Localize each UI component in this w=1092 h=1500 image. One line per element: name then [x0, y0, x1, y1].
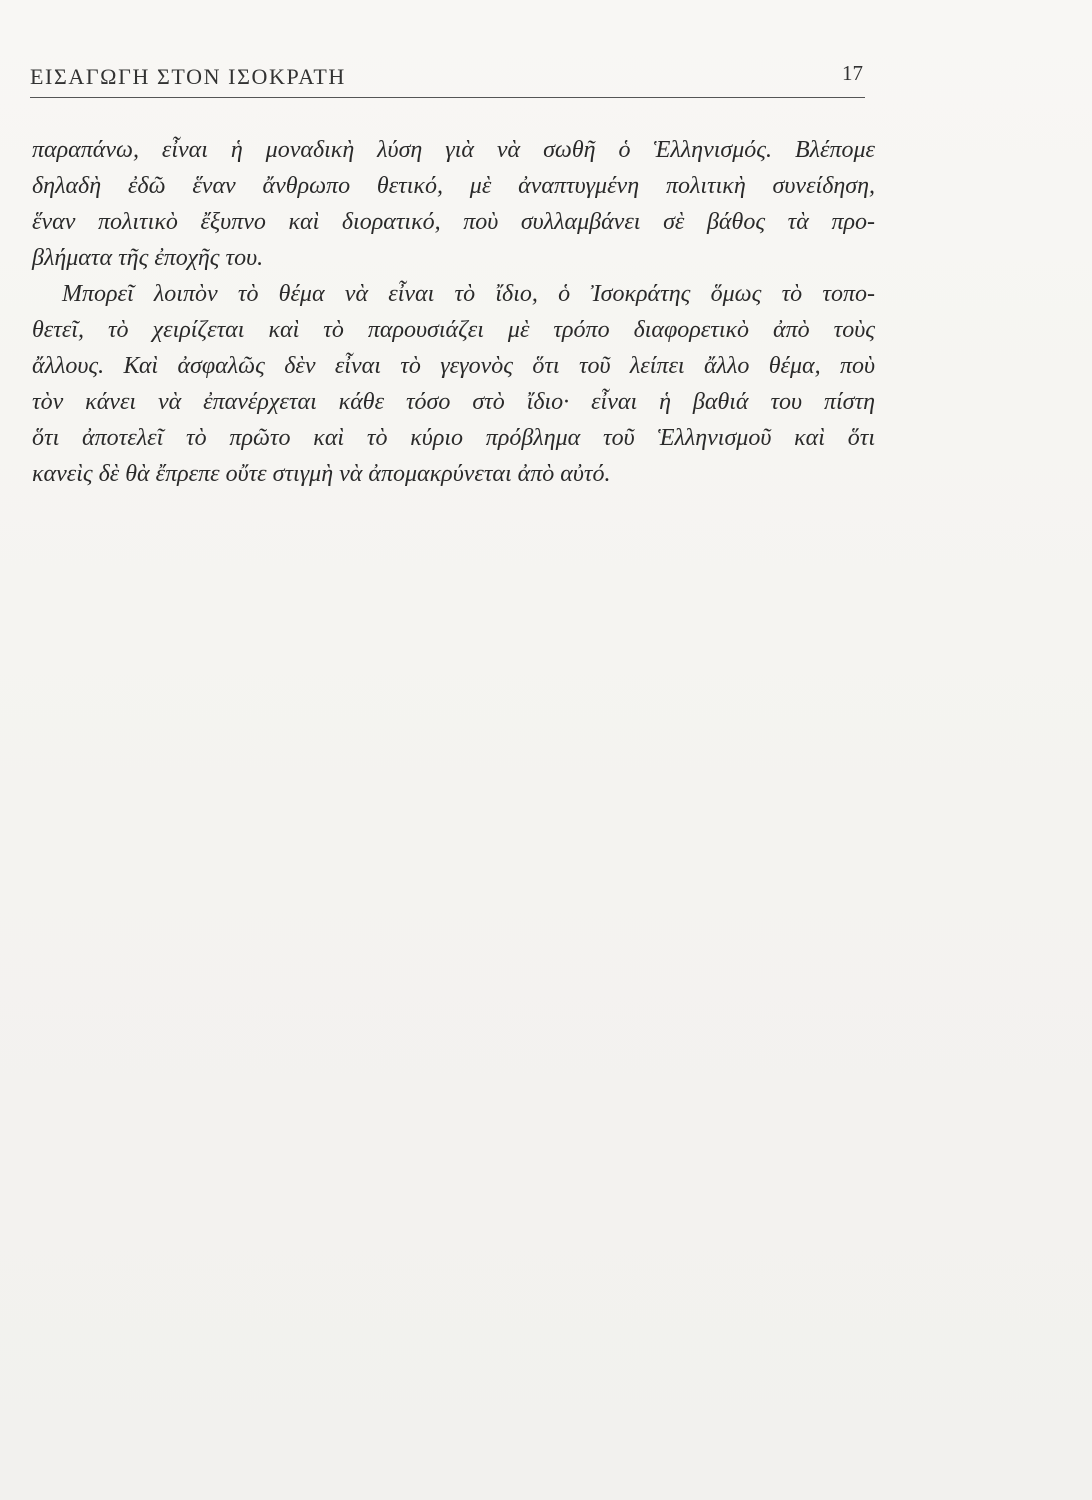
text-line: Μπορεῖ λοιπὸν τὸ θέμα νὰ εἶναι τὸ ἴδιο, ὁ Ἰσοκράτης ὅμως τὸ τοπο- [62, 281, 875, 307]
text-line: θετεῖ, τὸ χειρίζεται καὶ τὸ παρουσιάζει μὲ τρόπο διαφορετικὸ ἀπὸ τοὺς [32, 317, 875, 343]
text-line: τὸν κάνει νὰ ἐπανέρχεται κάθε τόσο στὸ ἴδιο· εἶναι ἡ βαθιά του πίστη [32, 389, 875, 415]
text-line: ὅτι ἀποτελεῖ τὸ πρῶτο καὶ τὸ κύριο πρόβλημα τοῦ Ἑλληνισμοῦ καὶ ὅτι [32, 425, 875, 451]
body-text [32, 132, 875, 492]
text-line: δηλαδὴ ἐδῶ ἕναν ἄνθρωπο θετικό, μὲ ἀναπτυγμένη πολιτικὴ συνείδηση, [32, 173, 875, 199]
text-line: βλήματα τῆς ἐποχῆς του. [32, 245, 264, 271]
text-line: παραπάνω, εἶναι ἡ μοναδικὴ λύση γιὰ νὰ σωθῆ ὁ Ἑλληνισμός. Βλέπομε [32, 137, 875, 163]
text-line: ἄλλους. Καὶ ἀσφαλῶς δὲν εἶναι τὸ γεγονὸς ὅτι τοῦ λείπει ἄλλο θέμα, ποὺ [32, 353, 875, 379]
text-line: κανεὶς δὲ θὰ ἔπρεπε οὔτε στιγμὴ νὰ ἀπομακρύνεται ἀπὸ αὐτό. [32, 461, 611, 487]
text-line: ἕναν πολιτικὸ ἔξυπνο καὶ διορατικό, ποὺ συλλαμβάνει σὲ βάθος τὰ προ- [32, 209, 875, 235]
running-header [30, 62, 865, 94]
page-number: 17 [842, 61, 863, 85]
header-rule [30, 97, 865, 98]
running-header-title: ΕΙΣΑΓΩΓΗ ΣΤΟΝ ΙΣΟΚΡΑΤΗ [30, 64, 346, 89]
